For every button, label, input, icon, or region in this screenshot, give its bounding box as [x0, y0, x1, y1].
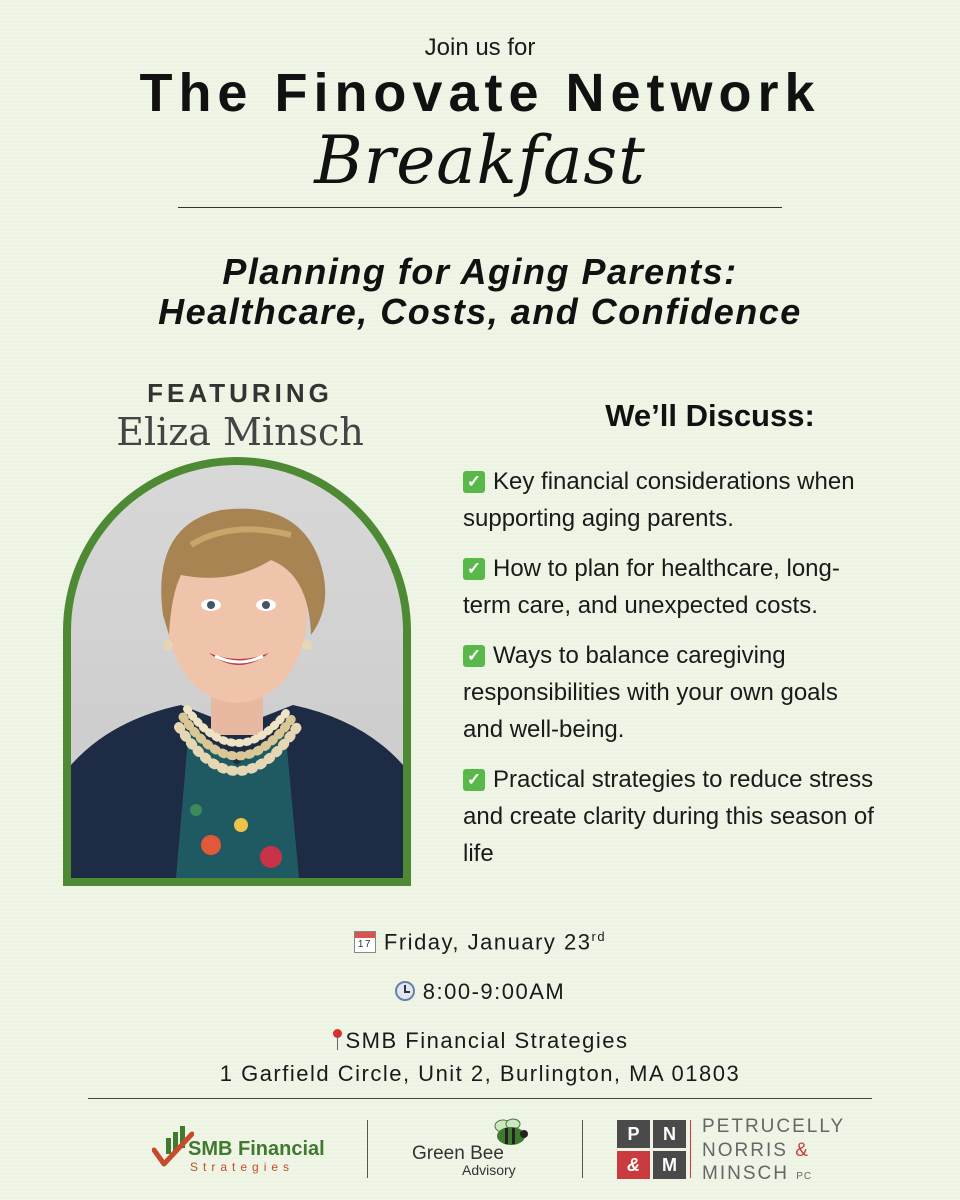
check-icon: ✓: [463, 558, 485, 580]
pnm-logo-mark: [617, 1120, 687, 1179]
list-item: ✓ Practical strategies to reduce stress and create clarity during this season of life: [463, 766, 874, 867]
event-date: 17 Friday, January 23rd: [0, 929, 960, 955]
event-venue: SMB Financial Strategies: [0, 1028, 960, 1054]
footer-divider: [88, 1098, 872, 1099]
discuss-heading: We’ll Discuss:: [605, 398, 815, 433]
list-item: ✓ How to plan for healthcare, long- term care, and unexpected costs.: [463, 555, 840, 619]
speaker-photo-frame: [63, 457, 411, 886]
speaker-photo: [71, 465, 403, 878]
discussion-list: [463, 463, 923, 885]
speaker-name: Eliza Minsch: [116, 410, 364, 454]
list-item: ✓ Key financial considerations when supporting aging parents.: [463, 468, 855, 532]
check-icon: ✓: [463, 471, 485, 493]
topic-line-2: Healthcare, Costs, and Confidence: [158, 291, 802, 332]
event-script-title: Breakfast: [314, 122, 646, 199]
footer-separator: [582, 1120, 583, 1178]
pnm-tile: N: [653, 1120, 686, 1148]
pnm-line-1: PETRUCELLY: [702, 1116, 846, 1137]
pin-icon: [332, 1029, 342, 1051]
intro-text: Join us for: [424, 34, 536, 61]
featuring-label: FEATURING: [147, 378, 333, 408]
pnm-line-2: NORRIS &: [702, 1140, 810, 1161]
smb-logo-sub: Strategies: [190, 1160, 295, 1174]
event-address: 1 Garfield Circle, Unit 2, Burlington, MA 01803: [219, 1061, 741, 1086]
check-icon: ✓: [463, 769, 485, 791]
pnm-tile: &: [617, 1151, 650, 1179]
clock-icon: [395, 981, 415, 1001]
smb-logo-name: SMB Financial: [188, 1138, 325, 1160]
pnm-tile: M: [653, 1151, 686, 1179]
speaker-portrait-illustration: [71, 465, 403, 878]
event-title: The Finovate Network: [139, 63, 821, 123]
event-time: 8:00-9:00AM: [0, 979, 960, 1005]
greenbee-logo-sub: Advisory: [462, 1162, 516, 1178]
title-divider: [178, 207, 782, 208]
topic-line-1: Planning for Aging Parents:: [222, 251, 738, 292]
pnm-line-3: MINSCH PC: [702, 1163, 813, 1184]
check-icon: ✓: [463, 645, 485, 667]
pnm-divider: [690, 1120, 691, 1178]
list-item: ✓ Ways to balance caregiving responsibilities with your own goals and well-being.: [463, 642, 838, 743]
footer-separator: [367, 1120, 368, 1178]
pnm-tile: P: [617, 1120, 650, 1148]
calendar-icon: 17: [354, 931, 376, 953]
greenbee-logo-name: Green Bee: [412, 1143, 504, 1164]
